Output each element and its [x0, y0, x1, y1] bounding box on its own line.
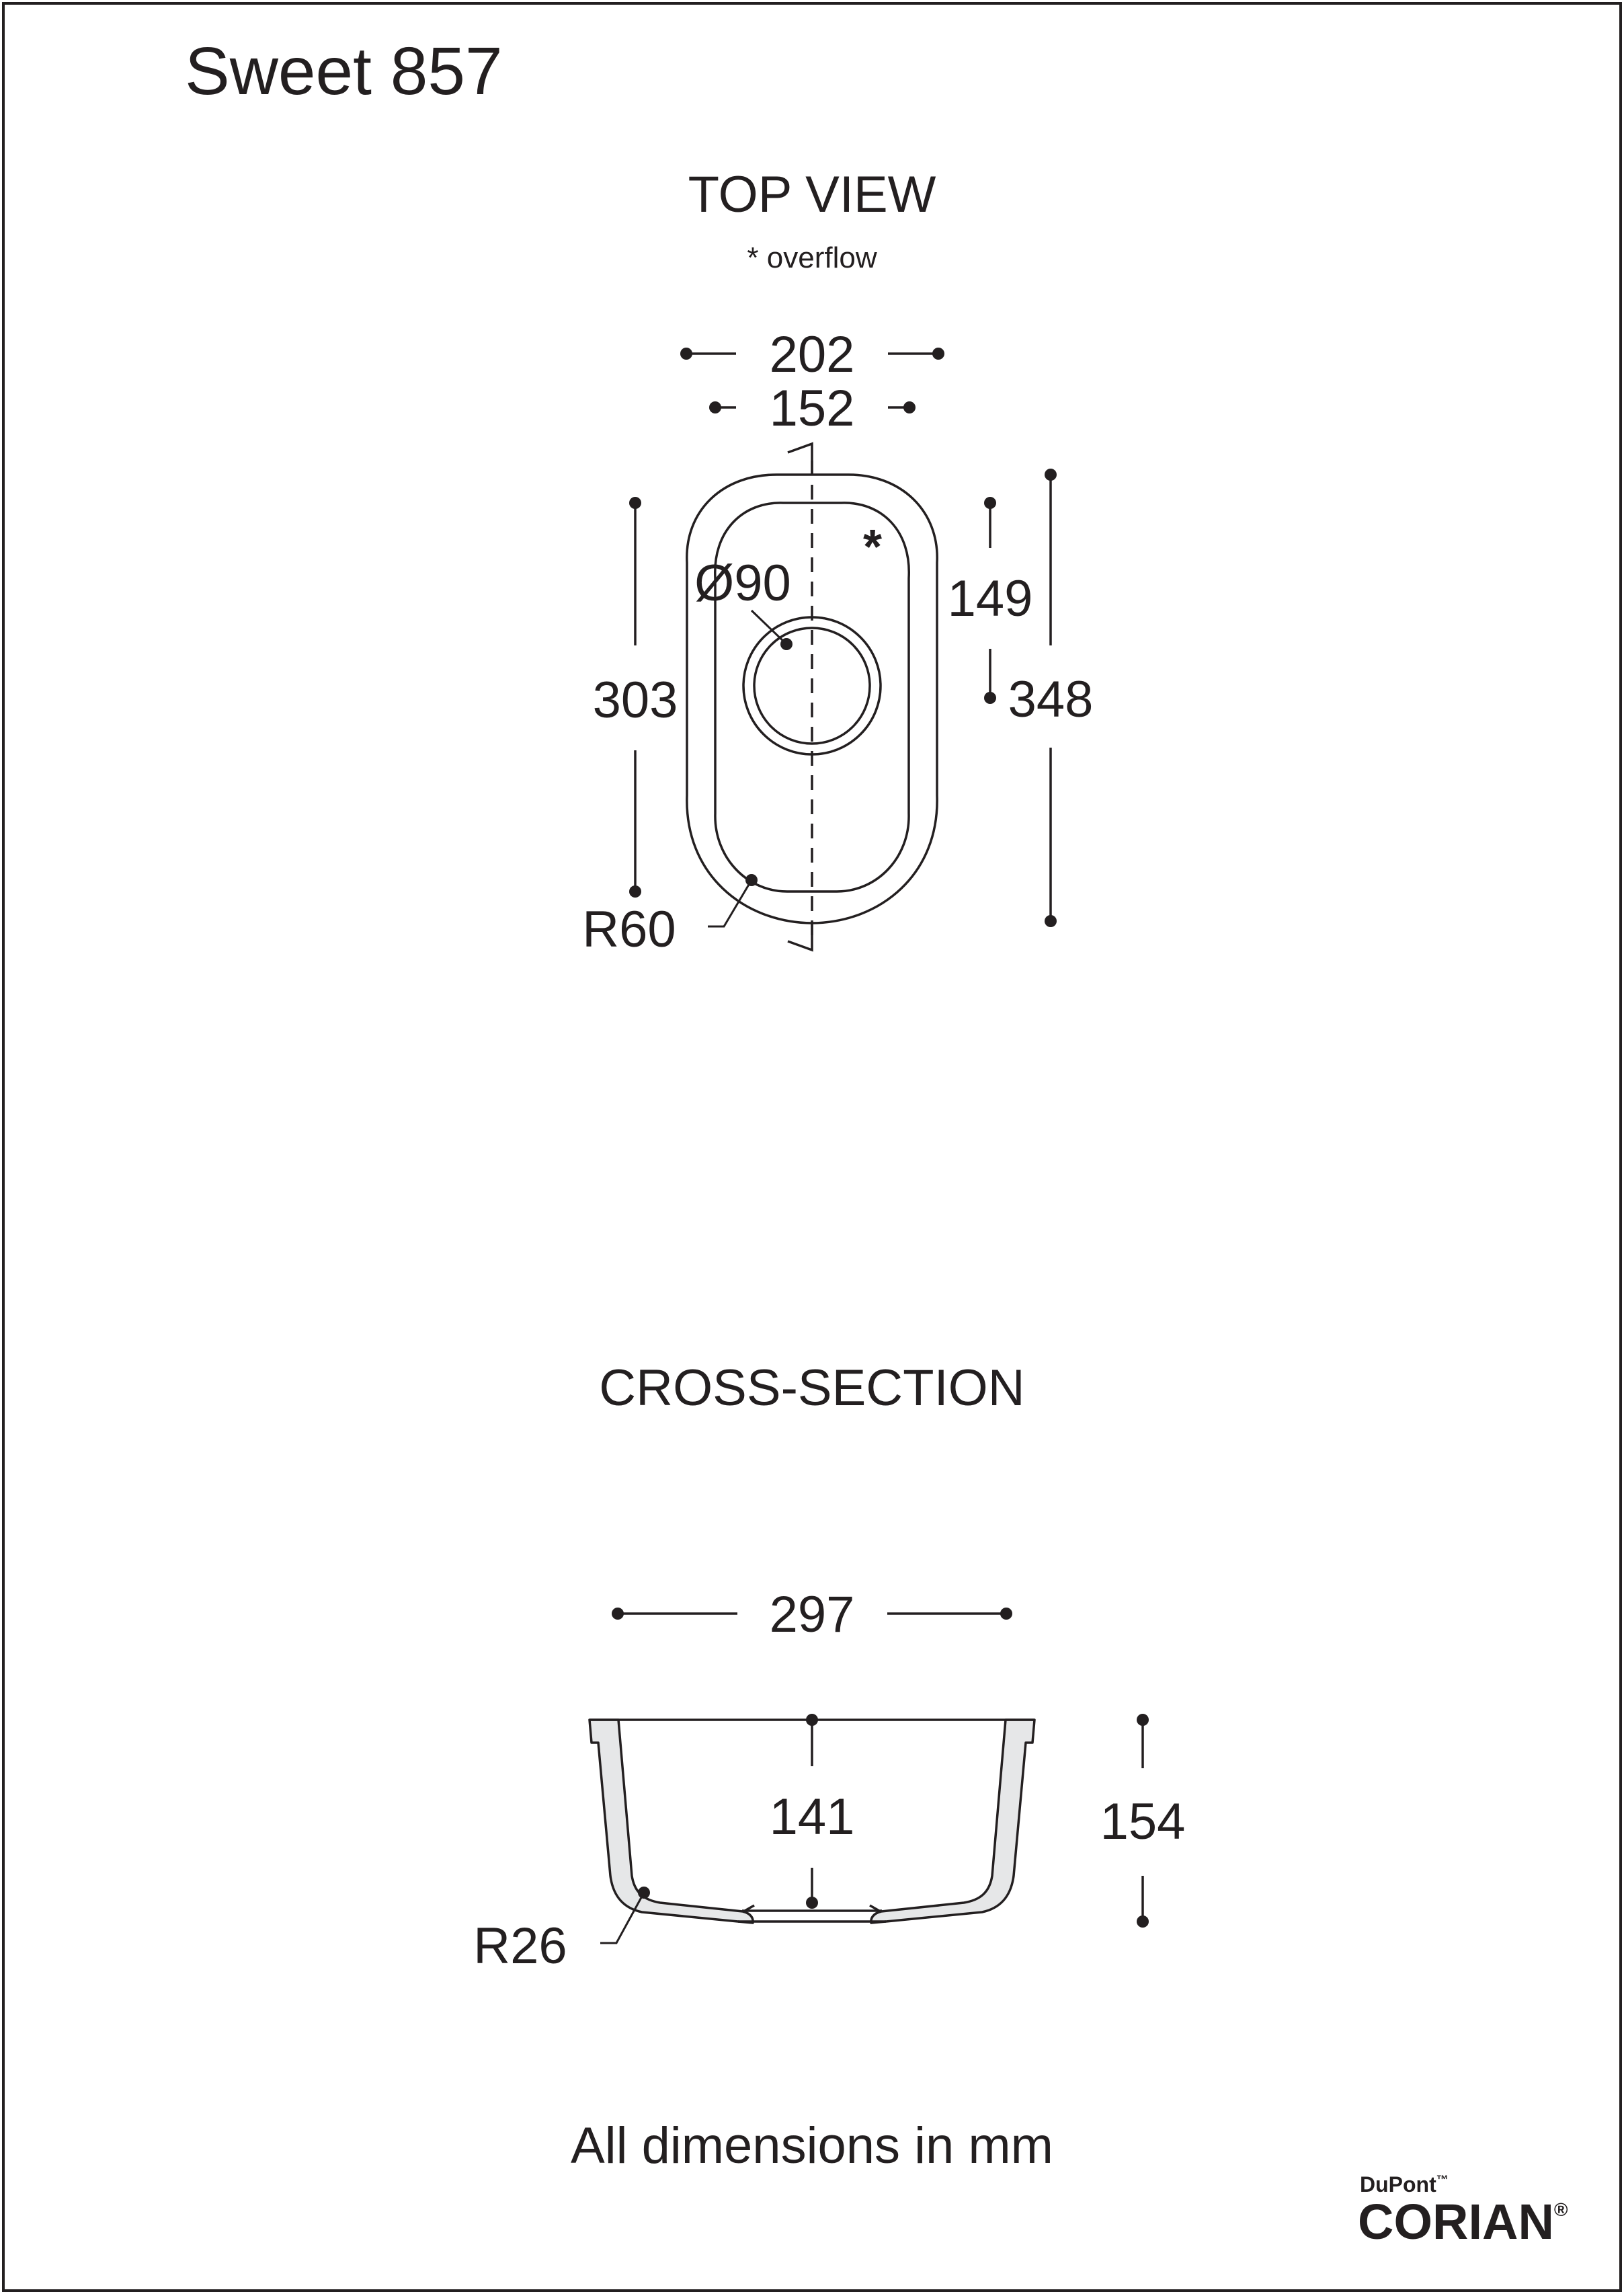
- units-note: All dimensions in mm: [571, 2117, 1053, 2174]
- inner-length-label: 303: [592, 672, 678, 729]
- center-line: [788, 444, 812, 950]
- inner-width-label: 152: [769, 380, 855, 437]
- right-wall-section: [871, 1720, 1034, 1923]
- outer-length-dimension: [1008, 469, 1094, 927]
- logo-maker: [1360, 2172, 1449, 2197]
- logo-product-mark: ®: [1553, 2199, 1568, 2220]
- inner-depth-label: 141: [769, 1788, 855, 1846]
- total-depth-label: 154: [1100, 1793, 1186, 1850]
- section-width-dimension: [612, 1586, 1012, 1643]
- cross-section-view: [473, 1359, 1185, 1975]
- left-wall-section: [590, 1720, 753, 1923]
- dupont-corian-logo: [1358, 2172, 1568, 2250]
- logo-maker-name: DuPont: [1360, 2172, 1436, 2197]
- inner-depth-dimension: [770, 1714, 855, 1909]
- drawing-title: Sweet 857: [185, 34, 503, 109]
- logo-product: [1358, 2194, 1568, 2250]
- section-width-label: 297: [769, 1586, 855, 1643]
- overflow-marker: *: [862, 520, 883, 574]
- total-depth-dimension: [1100, 1714, 1186, 1928]
- top-view: [582, 166, 1093, 958]
- inner-length-dimension: [593, 497, 678, 898]
- outer-width-dimension: [680, 326, 944, 383]
- drain-offset-label: 149: [947, 570, 1033, 627]
- logo-maker-mark: ™: [1436, 2173, 1449, 2186]
- cross-section-heading: CROSS-SECTION: [599, 1359, 1025, 1417]
- outer-width-label: 202: [769, 326, 855, 383]
- bottom-radius-label: R26: [473, 1917, 567, 1975]
- logo-product-name: CORIAN: [1358, 2194, 1554, 2250]
- outer-length-label: 348: [1008, 671, 1094, 728]
- top-view-heading: TOP VIEW: [688, 166, 936, 223]
- corner-radius-dimension: [582, 874, 758, 958]
- overflow-note: * overflow: [747, 241, 877, 274]
- corner-radius-label: R60: [582, 901, 676, 958]
- drain-diameter-dimension: [694, 555, 793, 650]
- inner-width-dimension: [709, 380, 916, 437]
- drain-diameter-label: Ø90: [694, 555, 791, 612]
